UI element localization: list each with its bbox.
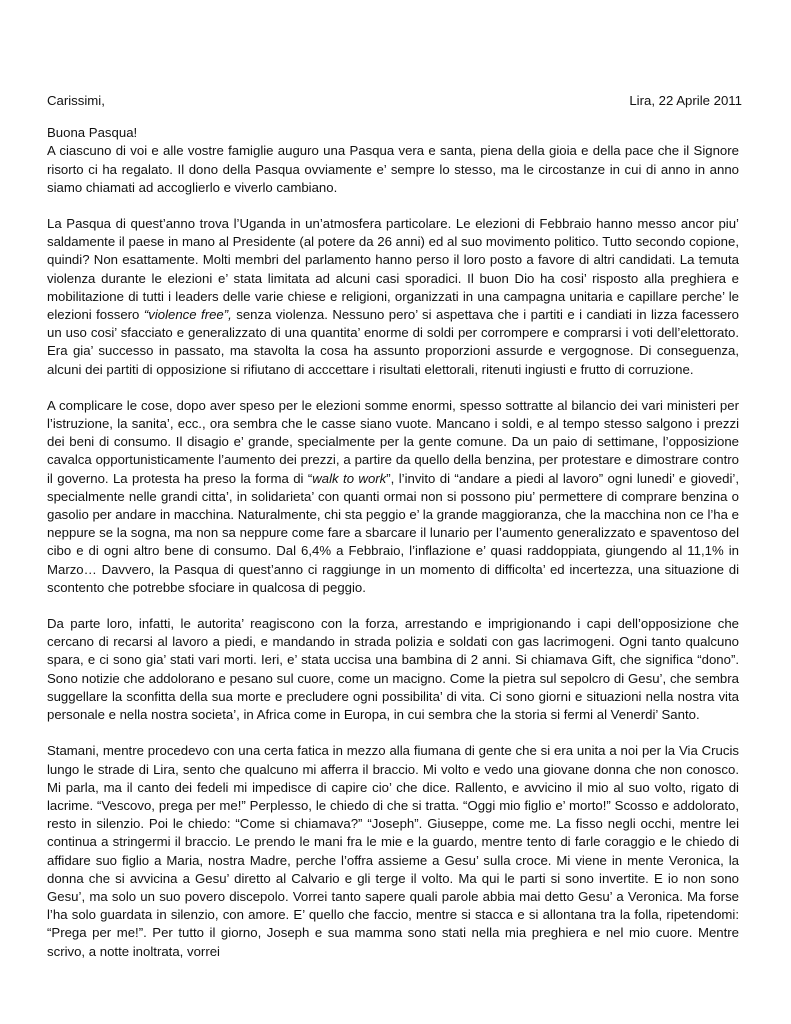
paragraph-5: Stamani, mentre procedevo con una certa fatica in mezzo alla fiumana di gente che si era unita a noi per la Via Crucis lungo le strade di Lira, sento che qualcuno mi afferra il braccio. Mi volto e vedo una giovane donna che non conosco. Mi parla, ma il canto dei fedeli mi impedisce di capire cio’ che dice. Rallento, e avvicino il mio al suo volto, rigato di lacrime. “Vescovo, prega per me!” Perplesso, le chiedo di che si tratta. “Oggi mio figlio e’ morto!” Scosso e addolorato, resto in silenzio. Poi le chiedo: “Come si chiamava?” “Joseph”. Giuseppe, come me. La fisso negli occhi, mentre lei continua a stringermi il braccio. Le prendo le mani fra le mie e la guardo, mentre tento di farle coraggio e le chiedo di affidare suo figlio a Maria, nostra Madre, perche l’offra assieme a Gesu’ sulla croce. Mi viene in mente Veronica, la donna che si avvicina a Gesu’ diretto al Calvario e gli terge il volto. Ma qui le parti si sono invertite. E io non sono Gesu’, ma solo un suo povero discepolo. Vorrei tanto sapere quali parole abbia mai detto Gesu’ a Veronica. Ma forse l’ha solo guardata in silenzio, con amore. E’ quello che faccio, mentre si stacca e si allontana tra la folla, ripetendomi: “Prega per me!”. Per tutto il giorno, Joseph e sua mamma sono stati nella mia preghiera e nel mio cuore. Mentre scrivo, a notte inoltrata, vorrei xyxy=(47,743,739,959)
paragraph-2-part-b: senza violenza. Nessuno pero’ si aspettava che i partiti e i candiati in lizza facessero un uso cosi’ sfacciato e generalizzato di una quantita’ enorme di soldi per corrompere e comprarsi i voti dell’elettorato. Era gia’ successo in passato, ma stavolta la cosa ha assunto proporzioni assurde e vergognose. Di conseguenza, alcuni dei partiti di opposizione si rifiutano di acccettare i risultati elettorali, ritenuti ingiusti e frutto di corruzione. xyxy=(47,307,739,377)
paragraph-3-part-b: ”, l’invito di “andare a piedi al lavoro” ogni lunedi’ e giovedi’, specialmente nelle grandi citta’, in solidarieta’ con quanti ormai non si possono piu’ permettere di comprare benzina o gasolio per andare in macchina. Naturalmente, chi sta peggio e’ la grande maggioranza, che la macchina non ce l’ha e neppure se la sogna, ma non sa neppure come fare a sbarcare il lunario per l’aumento generalizzato e spaventoso del cibo e di ogni altro bene di consumo. Dal 6,4% a Febbraio, l’inflazione e’ quasi raddoppiata, giungendo al 11,1% in Marzo… Davvero, la Pasqua di quest’anno ci raggiunge in un momento di difficolta’ ed incertezza, una situazione di scontento che potrebbe sfociare in qualcosa di peggio. xyxy=(47,470,739,595)
letter-page xyxy=(47,92,742,979)
paragraph-3 xyxy=(47,397,739,597)
place-date: Lira, 22 Aprile 2011 xyxy=(629,93,742,108)
greeting: Buona Pasqua! xyxy=(47,125,138,141)
paragraph-4: Da parte loro, infatti, le autorita’ reagiscono con la forza, arrestando e imprigionando i capi dell’opposizione che cercano di recarsi al lavoro a piedi, e mandando in strada polizia e soldati con gas lacrimogeni. Ogni tanto qualcuno spara, e ci sono gia’ stati vari morti. Ieri, e’ stata uccisa una bambina di 2 anni. Si chiamava Gift, che significa “dono”. Sono notizie che addolorano e pesano sul cuore, come un macigno. Come la pietra sul sepolcro di Gesu’, che sembra suggellare la sconfitta della sua morte e precludere ogni possibilita’ di vita. Ci sono giorni e situazioni nella nostra vita personale e nella nostra societa’, in Africa come in Europa, in cui sembra che la storia si fermi al Venerdi’ Santo. xyxy=(47,616,739,723)
paragraph-2 xyxy=(47,215,739,379)
paragraph-greeting xyxy=(47,124,739,142)
paragraph-2-emphasis: “violence free”, xyxy=(143,307,232,323)
paragraph-1: A ciascuno di voi e alle vostre famiglie auguro una Pasqua vera e santa, piena della gioia e della pace che il Signore risorto ci ha regalato. Il dono della Pasqua ovviamente e’ sempre lo stesso, ma le circostanze in cui di anno in anno siamo chiamati ad accoglierlo e viverlo cambiano. xyxy=(47,143,739,195)
salutation: Carissimi, xyxy=(47,93,105,108)
paragraph-3-part-a: A complicare le cose, dopo aver speso per le elezioni somme enormi, spesso sottratte al bilancio dei vari ministeri per l’istruzione, la sanita’, ecc., ora sembra che le casse siano vuote. Mancano i soldi, e al tempo stesso salgono i prezzi dei beni di consumo. Il disagio e’ grande, specialmente per la gente comune. Da un paio di settimane, l’opposizione cavalca opportunisticamente l’aumento dei prezzi, a partire da quello della benzina, per protestare e dimostrare contro il governo. La protesta ha preso la forma di “ xyxy=(47,397,739,486)
paragraph-3-emphasis: walk to work xyxy=(312,470,387,486)
paragraph-2-part-a: La Pasqua di quest’anno trova l’Uganda in un’atmosfera particolare. Le elezioni di Febbraio hanno messo ancor piu’ saldamente il paese in mano al Presidente (al potere da 26 anni) ed al suo movimento politico. Tutto secondo copione, quindi? Non esattamente. Molti membri del parlamento hanno perso il loro posto a favore di altri candidati. La temuta violenza durante le elezioni e’ stata limitata ad alcuni casi sporadici. Il buon Dio ha cosi’ risposto alla preghiera e mobilitazione di tutti i leaders delle varie chiese e religioni, organizzati in una campagna unitaria e capillare perche’ le elezioni fossero xyxy=(47,216,739,323)
letter-header xyxy=(47,92,742,110)
